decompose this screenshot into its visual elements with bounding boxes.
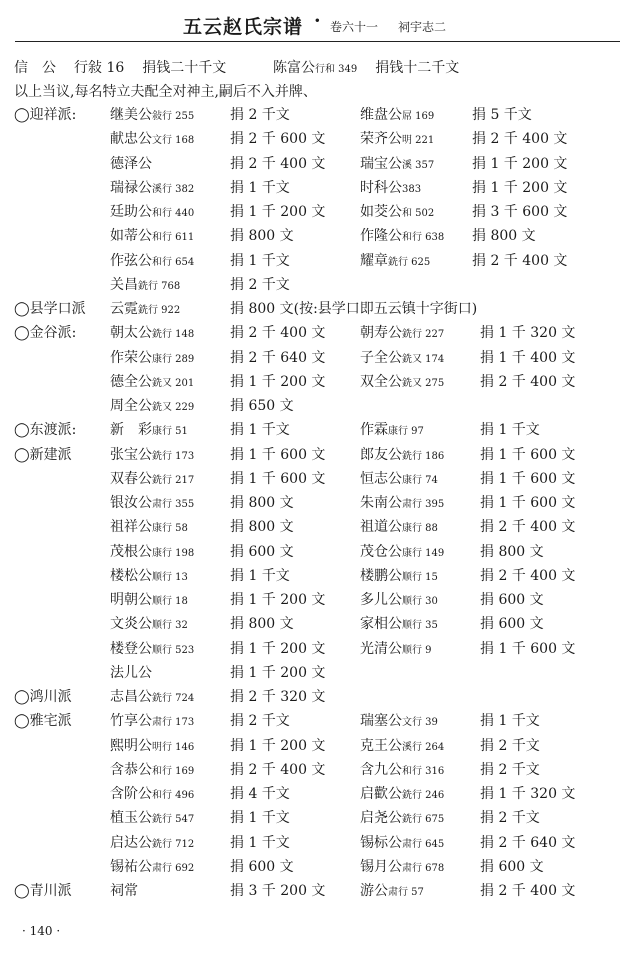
donor-entry-left [110, 201, 194, 221]
header-rule [15, 41, 620, 42]
table-row [0, 686, 635, 710]
donor-entry-left [110, 444, 194, 464]
donor-rank: 銑行 922 [138, 305, 181, 316]
donor-entry-right [360, 735, 444, 755]
donor-entry-right [360, 177, 421, 197]
donation-amount: 捐 1 千文 [480, 422, 540, 439]
donor-entry-left [110, 710, 194, 730]
donor-name: 作隆公 [360, 228, 402, 245]
donor-name: 双全公 [360, 373, 402, 390]
donor-name: 作霖 [360, 422, 388, 439]
donor-name: 含九公 [360, 761, 402, 778]
donor-name: 云霓 [110, 301, 138, 317]
donor-rank: 顺行 35 [402, 620, 438, 632]
donation-amount: 捐 2 千 640 文 [230, 349, 326, 366]
table-row [0, 807, 635, 831]
branch-label: ◯雅宅派 [14, 713, 72, 730]
donor-entry-right [360, 589, 438, 609]
donation-amount: 捐 1 千文 [230, 567, 290, 584]
donation-amount: 捐 800 文 [480, 543, 544, 560]
donor-name: 祖祥公 [110, 519, 152, 536]
donor-rank: 銑又 174 [402, 353, 445, 365]
donor-entry-left [110, 856, 194, 876]
donor-entry-right [360, 492, 444, 512]
donor-name: 朝寿公 [360, 325, 402, 342]
donation-amount: 捐 1 千 200 文 [230, 640, 326, 657]
donor-name: 瑞禄公 [110, 179, 152, 196]
donation-amount: 捐 1 千文 [230, 422, 290, 439]
donor-rank: 顺行 523 [152, 644, 195, 656]
donor-name: 锡祐公 [110, 858, 152, 875]
branch-label: ◯新建派 [14, 446, 72, 463]
donor-rank: 和行 611 [152, 232, 195, 244]
donor-entry-left [110, 516, 188, 536]
table-row [0, 128, 635, 152]
donor-name: 植玉公 [110, 810, 152, 827]
donation-amount: 捐 650 文 [230, 398, 294, 414]
donor-rank: 康行 88 [402, 523, 438, 535]
table-row [0, 395, 635, 419]
donor-entry-right [360, 759, 444, 779]
donor-name: 法儿公 [110, 664, 152, 681]
donor-rank: 文行 168 [152, 135, 195, 147]
branch-label: ◯青川派 [14, 883, 72, 899]
donor-rank: 顺行 9 [402, 644, 432, 656]
donor-name: 启歡公 [360, 786, 402, 802]
donor-name: 竹享公 [110, 713, 152, 730]
donor-entry-left [110, 832, 194, 852]
donor-entry-right [360, 832, 444, 852]
donor-rank: 銑行 724 [152, 693, 195, 704]
volume-label: 卷六十一 [330, 20, 379, 34]
donor-rank: 屌 169 [402, 111, 435, 122]
donor-entry-right [360, 322, 444, 342]
top-line-1 [14, 57, 226, 77]
donation-amount: 捐 2 千文 [480, 737, 540, 754]
table-row [0, 250, 635, 274]
donation-amount: 捐 1 千 200 文 [230, 592, 326, 608]
donor-entry-left [110, 104, 194, 124]
donation-amount: 捐 3 千 200 文 [230, 883, 326, 899]
donation-amount: 捐 1 千 600 文 [230, 470, 326, 487]
donor-entry-right [360, 710, 438, 730]
donor-name: 恒志公 [360, 470, 402, 487]
donor-rank: 康行 58 [152, 523, 188, 535]
donor-rank: 康行 198 [152, 547, 195, 559]
page-header [0, 10, 635, 40]
donation-amount: 捐 600 文 [230, 858, 294, 875]
donor-entry-right [360, 104, 434, 124]
donor-rank: 和行 169 [152, 765, 195, 777]
donor-rank: 康行 74 [402, 474, 438, 486]
donor-name: 光清公 [360, 640, 402, 657]
donor-entry-right [360, 250, 430, 270]
donation-amount: 捐 600 文 [480, 616, 544, 633]
donation-amount: 捐 1 千文 [230, 810, 290, 827]
branch-label: ◯鸿川派 [14, 689, 72, 705]
donor-rank: 和行 496 [152, 790, 195, 801]
section-label: 祠宇志二 [398, 20, 447, 34]
table-row [0, 153, 635, 177]
donor-rank: 康行 149 [402, 547, 445, 559]
donor-name: 朱南公 [360, 495, 402, 511]
donation-amount: 捐 2 千 400 文 [480, 373, 576, 390]
donation-amount: 捐 1 千文 [230, 179, 290, 196]
donor-entry-left [110, 589, 188, 609]
donation-amount: 捐 1 千 400 文 [480, 349, 576, 366]
donor-rank: 敍行 255 [152, 111, 195, 122]
donor-name: 家相公 [360, 616, 402, 633]
table-row [0, 832, 635, 856]
donor-rank: 顺行 15 [402, 571, 438, 583]
top-name-1: 信 公 [14, 60, 56, 76]
donor-name: 楼松公 [110, 567, 152, 584]
donation-amount: 捐 800 文 [230, 519, 294, 536]
branch-label: ◯县学口派 [14, 301, 86, 317]
donor-name: 子全公 [360, 349, 402, 366]
donor-entry-left [110, 565, 188, 585]
top-name-2: 陈富公 [273, 60, 315, 76]
table-row [0, 371, 635, 395]
donor-entry-left [110, 419, 188, 439]
table-row [0, 444, 635, 468]
donor-rank: 和行 638 [402, 232, 445, 244]
donor-rank: 顺行 18 [152, 596, 188, 607]
table-row [0, 662, 635, 686]
table-row [0, 492, 635, 516]
donor-name: 维盘公 [360, 107, 402, 123]
donor-rank: 顺行 30 [402, 596, 438, 607]
donation-amount: 捐 2 千文 [480, 761, 540, 778]
donor-name: 关昌 [110, 276, 138, 293]
branch-label: ◯迎祥派: [14, 107, 77, 123]
donation-amount: 捐 2 千 400 文 [480, 567, 576, 584]
donor-rank: 康行 97 [388, 426, 424, 438]
donor-name: 耀章 [360, 252, 388, 269]
donor-rank: 顺行 32 [152, 620, 188, 632]
donor-entry-right [360, 565, 438, 585]
table-row [0, 880, 635, 904]
donor-entry-right [360, 613, 438, 633]
donor-entry-left [110, 395, 194, 415]
donor-entry-left [110, 638, 194, 658]
donation-amount: 捐 1 千 320 文 [480, 786, 576, 802]
donor-name: 朝太公 [110, 325, 152, 342]
donor-rank: 溪行 264 [402, 741, 445, 753]
title-dot: · [314, 10, 321, 32]
donation-amount: 捐 1 千 600 文 [480, 495, 576, 511]
donor-rank: 銑行 547 [152, 814, 195, 826]
donation-amount: 捐 800 文 [230, 616, 294, 633]
table-row [0, 322, 635, 346]
donation-amount: 捐 2 千文 [230, 276, 290, 293]
donation-amount: 捐 1 千 200 文 [230, 373, 326, 390]
donor-entry-right [360, 444, 444, 464]
donor-rank: 和行 654 [152, 256, 195, 268]
donor-rank: 康行 289 [152, 353, 195, 365]
donor-entry-left [110, 686, 194, 706]
donor-entry-right [360, 468, 438, 488]
donation-amount: 捐 1 千 200 文 [472, 155, 568, 172]
donor-entry-left [110, 371, 194, 391]
donor-entry-right [360, 225, 444, 245]
donation-amount: 捐 800 文(按:县学口即五云镇十字街口) [230, 301, 478, 317]
donor-name: 双春公 [110, 470, 152, 487]
donor-name: 如蒂公 [110, 228, 152, 245]
table-row [0, 419, 635, 443]
donor-rank: 文行 39 [402, 717, 438, 729]
donor-name: 游公 [360, 883, 388, 899]
donor-name: 荣齐公 [360, 131, 402, 148]
donor-entry-left [110, 613, 188, 633]
donor-rank: 肃行 57 [388, 887, 424, 898]
donor-rank: 明 221 [402, 135, 435, 147]
donor-entry-left [110, 274, 180, 294]
table-row [0, 201, 635, 225]
donor-entry-right [360, 347, 444, 367]
donation-amount: 捐 1 千文 [480, 713, 540, 730]
donor-rank: 銑行 625 [388, 256, 431, 268]
donation-amount: 捐 2 千 400 文 [480, 519, 576, 536]
donor-name: 新 彩 [110, 422, 152, 439]
donor-name: 瑞塞公 [360, 713, 402, 730]
table-row [0, 516, 635, 540]
table-row [0, 783, 635, 807]
donor-name: 作弦公 [110, 252, 152, 269]
donor-entry-right [360, 541, 444, 561]
donor-entry-left [110, 225, 194, 245]
donation-amount: 捐 1 千 200 文 [230, 204, 326, 220]
donor-name: 德泽公 [110, 155, 152, 172]
donor-entry-left [110, 128, 194, 148]
donor-entry-right [360, 638, 432, 658]
donor-entry-right [360, 783, 444, 803]
donor-entry-left [110, 322, 194, 342]
donor-name: 锡标公 [360, 834, 402, 851]
donor-rank: 銑行 675 [402, 814, 445, 826]
table-row [0, 735, 635, 759]
donor-entry-left [110, 250, 194, 270]
donor-rank: 肃行 678 [402, 862, 445, 874]
donation-amount: 捐 1 千 600 文 [480, 470, 576, 487]
donor-rank: 肃行 395 [402, 499, 445, 510]
donor-name: 启达公 [110, 834, 152, 851]
donor-rank: 肃行 173 [152, 717, 195, 729]
donor-name: 多儿公 [360, 592, 402, 608]
donor-rank: 383 [402, 183, 422, 195]
donation-amount: 捐 4 千文 [230, 786, 290, 802]
donor-name: 明朝公 [110, 592, 152, 608]
donor-rank: 肃行 692 [152, 862, 195, 874]
table-row [0, 468, 635, 492]
table-row [0, 613, 635, 637]
donation-amount: 捐 2 千 400 文 [472, 252, 568, 269]
donor-entry-right [360, 880, 424, 900]
donation-amount: 捐 1 千文 [230, 834, 290, 851]
donor-name: 祠常 [110, 883, 138, 899]
donor-name: 银汝公 [110, 495, 152, 511]
donation-amount: 捐 800 文 [230, 495, 294, 511]
donation-amount: 捐 2 千文 [230, 107, 290, 123]
donor-rank: 銑又 229 [152, 402, 195, 413]
donor-name: 瑞宝公 [360, 155, 402, 172]
donor-entry-left [110, 468, 194, 488]
table-row [0, 177, 635, 201]
donation-amount: 捐 2 千 400 文 [230, 325, 326, 342]
donor-entry-left [110, 347, 194, 367]
donor-entry-left [110, 492, 194, 512]
table-row [0, 298, 635, 322]
donation-amount: 捐 5 千文 [472, 107, 532, 123]
top-line-2: 以上当议,每名特立夫配全对神主,嗣后不入并牌、 [14, 84, 317, 100]
donor-entry-left [110, 735, 194, 755]
donor-name: 周全公 [110, 398, 152, 414]
donor-entry-right [360, 856, 444, 876]
donor-name: 如茭公 [360, 204, 402, 220]
book-title: 五云赵氏宗谱 [183, 16, 304, 38]
donor-entry-left [110, 807, 194, 827]
donor-name: 楼登公 [110, 640, 152, 657]
donation-amount: 捐 2 千 400 文 [230, 155, 326, 172]
donor-rank: 溪行 382 [152, 183, 195, 195]
donation-amount: 捐 1 千 600 文 [480, 446, 576, 463]
donor-name: 茂根公 [110, 543, 152, 560]
donor-rank: 顺行 13 [152, 571, 188, 583]
donor-entry-left [110, 759, 194, 779]
donor-name: 献忠公 [110, 131, 152, 148]
donation-amount: 捐 2 千 400 文 [472, 131, 568, 148]
donor-rank: 銑行 148 [152, 329, 195, 341]
donor-entry-left [110, 783, 194, 803]
donor-rank: 康行 51 [152, 426, 188, 438]
donor-entry-right [360, 201, 434, 221]
donor-rank: 和行 440 [152, 208, 195, 219]
donor-entry-right [360, 807, 444, 827]
table-row [0, 759, 635, 783]
table-row [0, 710, 635, 734]
donation-amount: 捐 600 文 [230, 543, 294, 560]
donor-entry-left [110, 177, 194, 197]
donor-name: 含阶公 [110, 786, 152, 802]
donation-amount: 捐 2 千文 [480, 810, 540, 827]
branch-label: ◯东渡派: [14, 422, 77, 439]
donation-amount: 捐 1 千 600 文 [480, 640, 576, 657]
donor-rank: 明行 146 [152, 741, 195, 753]
donation-amount: 捐 2 千文 [230, 713, 290, 730]
donor-entry-left [110, 662, 152, 682]
table-row [0, 638, 635, 662]
table-row [0, 225, 635, 249]
donor-rank: 溪 357 [402, 159, 435, 171]
donor-name: 作荣公 [110, 349, 152, 366]
table-row [0, 541, 635, 565]
top-amount-2: 捐钱十二千文 [375, 60, 460, 76]
donation-amount: 捐 1 千 200 文 [230, 737, 326, 754]
top-note-2: 行和 349 [315, 64, 358, 75]
branch-label: ◯金谷派: [14, 325, 77, 342]
donor-name: 继美公 [110, 107, 152, 123]
table-row [0, 856, 635, 880]
donation-amount: 捐 2 千 640 文 [480, 834, 576, 851]
donation-amount: 捐 2 千 400 文 [480, 883, 576, 899]
donor-rank: 銑行 712 [152, 838, 195, 850]
donor-name: 祖道公 [360, 519, 402, 536]
donor-rank: 銑又 201 [152, 377, 195, 389]
donation-amount: 捐 1 千文 [230, 252, 290, 269]
donor-name: 文炎公 [110, 616, 152, 633]
donor-rank: 銑行 217 [152, 474, 195, 486]
top-line-1b [273, 57, 459, 77]
donor-name: 含恭公 [110, 761, 152, 778]
donor-entry-left [110, 880, 138, 900]
top-amount-1: 捐钱二十千文 [142, 60, 227, 76]
table-row [0, 104, 635, 128]
donor-rank: 和行 316 [402, 765, 445, 777]
donor-name: 茂仓公 [360, 543, 402, 560]
donation-amount: 捐 1 千 600 文 [230, 446, 326, 463]
donor-name: 熙明公 [110, 737, 152, 754]
table-row [0, 274, 635, 298]
donor-rank: 肃行 645 [402, 838, 445, 850]
table-row [0, 589, 635, 613]
donor-entry-right [360, 153, 434, 173]
donor-entry-right [360, 419, 424, 439]
donation-amount: 捐 2 千 600 文 [230, 131, 326, 148]
donor-name: 张宝公 [110, 446, 152, 463]
donation-amount: 捐 600 文 [480, 858, 544, 875]
donor-rank: 銑行 768 [138, 280, 181, 292]
donation-amount: 捐 800 文 [230, 228, 294, 245]
donor-entry-left [110, 541, 194, 561]
donor-entry-right [360, 371, 444, 391]
donor-name: 时科公 [360, 179, 402, 196]
donor-rank: 銑行 186 [402, 450, 445, 462]
donor-name: 启尧公 [360, 810, 402, 827]
donor-name: 志昌公 [110, 689, 152, 705]
donor-entry-left [110, 298, 180, 318]
donor-rank: 銑又 275 [402, 377, 445, 389]
donation-amount: 捐 1 千 320 文 [480, 325, 576, 342]
donor-name: 克王公 [360, 737, 402, 754]
donation-amount: 捐 800 文 [472, 228, 536, 245]
donor-rank: 銑行 173 [152, 450, 195, 462]
table-row [0, 347, 635, 371]
top-note-1: 行敍 16 [74, 60, 125, 76]
donation-amount: 捐 2 千 400 文 [230, 761, 326, 778]
donor-rank: 銑行 246 [402, 790, 445, 801]
donor-name: 锡月公 [360, 858, 402, 875]
donor-entry-right [360, 516, 438, 536]
donor-name: 廷助公 [110, 204, 152, 220]
table-row [0, 565, 635, 589]
donor-entry-right [360, 128, 434, 148]
donation-amount: 捐 1 千 200 文 [472, 179, 568, 196]
donor-rank: 肃行 355 [152, 499, 195, 510]
donor-name: 郎友公 [360, 446, 402, 463]
donation-amount: 捐 600 文 [480, 592, 544, 608]
donor-rank: 銑行 227 [402, 329, 445, 341]
page-number: · 140 · [22, 924, 61, 938]
donor-name: 楼鹏公 [360, 567, 402, 584]
donor-entry-left [110, 153, 152, 173]
donation-amount: 捐 1 千 200 文 [230, 664, 326, 681]
donation-amount: 捐 2 千 320 文 [230, 689, 326, 705]
donation-amount: 捐 3 千 600 文 [472, 204, 568, 220]
donor-name: 德全公 [110, 373, 152, 390]
donor-rank: 和 502 [402, 208, 435, 219]
